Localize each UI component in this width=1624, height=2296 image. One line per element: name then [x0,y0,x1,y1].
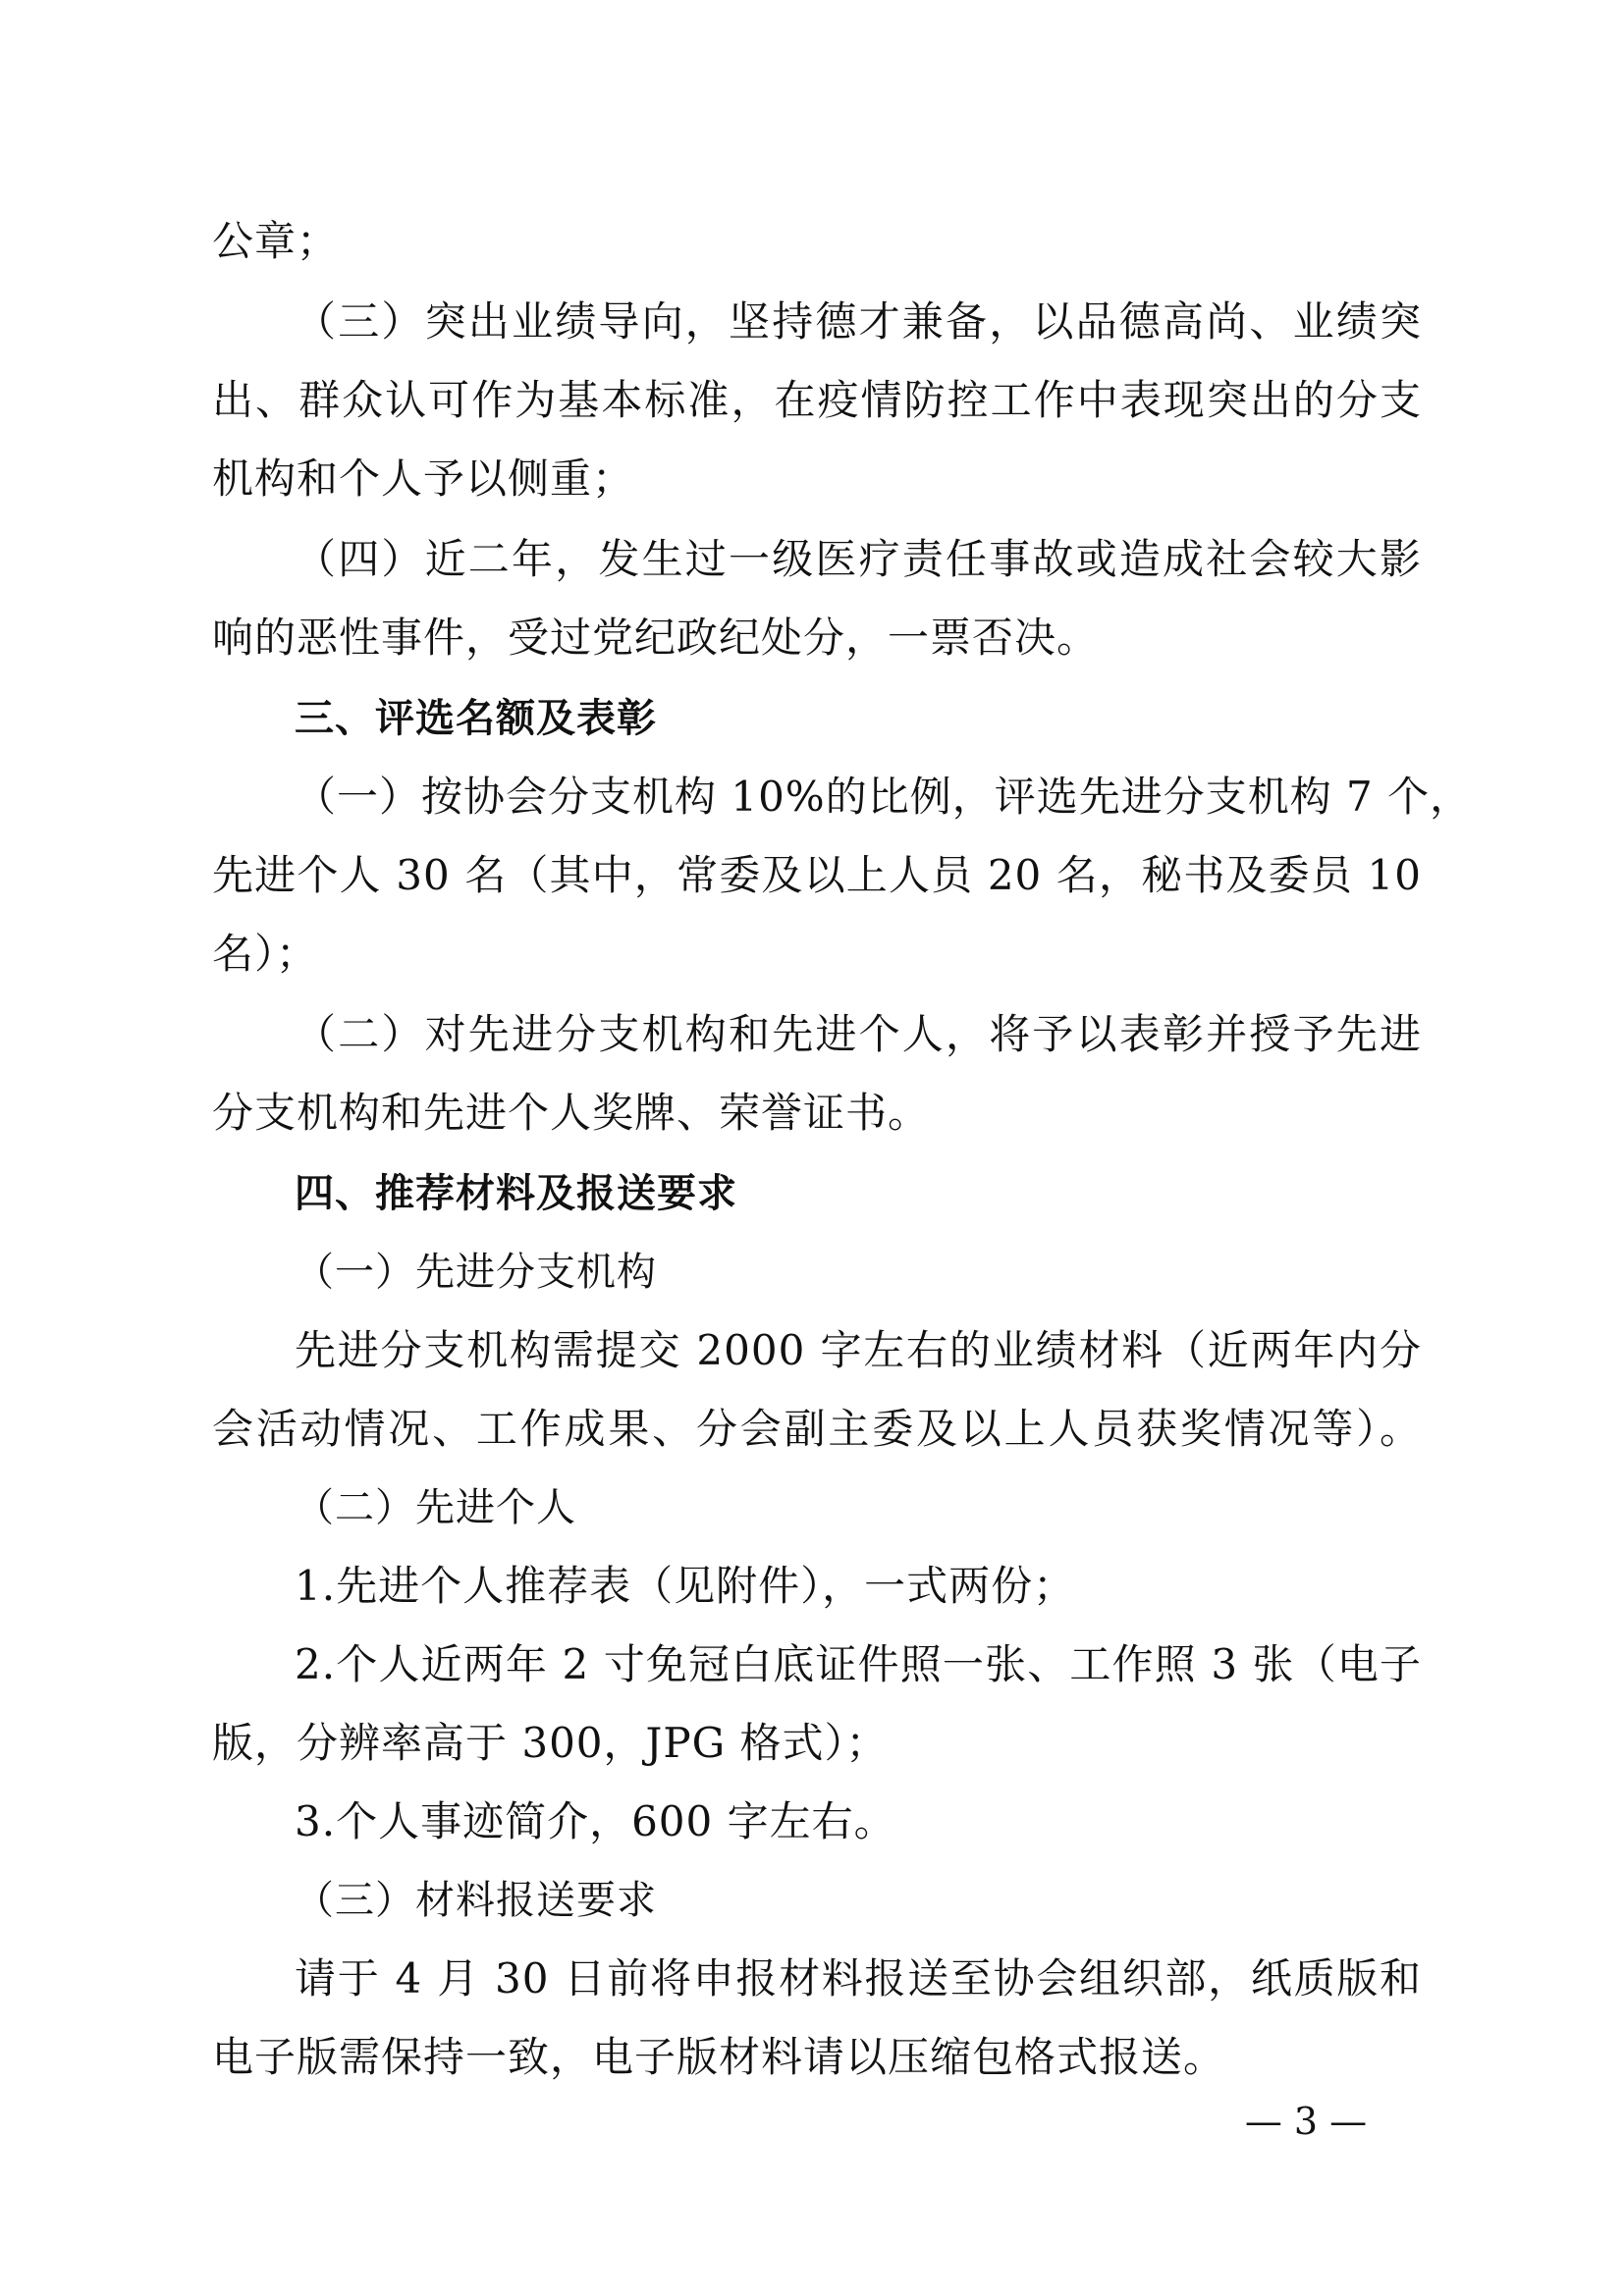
text-line: 会活动情况、工作成果、分会副主委及以上人员获奖情况等）。 [212,1405,1422,1453]
text-line: 机构和个人予以侧重； [212,454,635,503]
section-heading: 三、评选名额及表彰 [295,696,657,741]
text-line: （二）对先进分支机构和先进个人，将予以表彰并授予先进 [295,1010,1422,1058]
text-line: （三）突出业绩导向，坚持德才兼备，以品德高尚、业绩突 [295,297,1422,346]
text-line: 先进个人 30 名（其中，常委及以上人员 20 名，秘书及委员 10 [212,851,1422,899]
subsection-heading: （一）先进分支机构 [295,1250,657,1295]
text-line: 响的恶性事件，受过党纪政纪处分，一票否决。 [212,614,1100,662]
text-line: 版，分辨率高于 300，JPG 格式）； [212,1719,889,1767]
text-line: 公章； [212,217,340,265]
text-line: 名）； [212,930,319,978]
text-line: 分支机构和先进个人奖牌、荣誉证书。 [212,1089,931,1137]
text-line: （四）近二年，发生过一级医疗责任事故或造成社会较大影 [295,535,1422,583]
text-line: （一）按协会分支机构 10%的比例，评选先进分支机构 7 个， [295,773,1473,821]
list-item: 1.先进个人推荐表（见附件），一式两份； [295,1562,1076,1610]
text-line: 出、群众认可作为基本标准，在疫情防控工作中表现突出的分支 [212,376,1422,424]
subsection-heading: （二）先进个人 [295,1485,576,1530]
text-line: 请于 4 月 30 日前将申报材料报送至协会组织部，纸质版和 [295,1954,1422,2002]
section-heading: 四、推荐材料及报送要求 [295,1171,737,1216]
subsection-heading: （三）材料报送要求 [295,1878,657,1923]
text-line: 先进分支机构需提交 2000 字左右的业绩材料（近两年内分 [295,1326,1422,1374]
list-item: 2.个人近两年 2 寸免冠白底证件照一张、工作照 3 张（电子 [295,1640,1422,1688]
text-line: 电子版需保持一致，电子版材料请以压缩包格式报送。 [212,2033,1226,2081]
page-number: — 3 — [1244,2100,1368,2143]
list-item: 3.个人事迹简介，600 字左右。 [295,1797,896,1845]
